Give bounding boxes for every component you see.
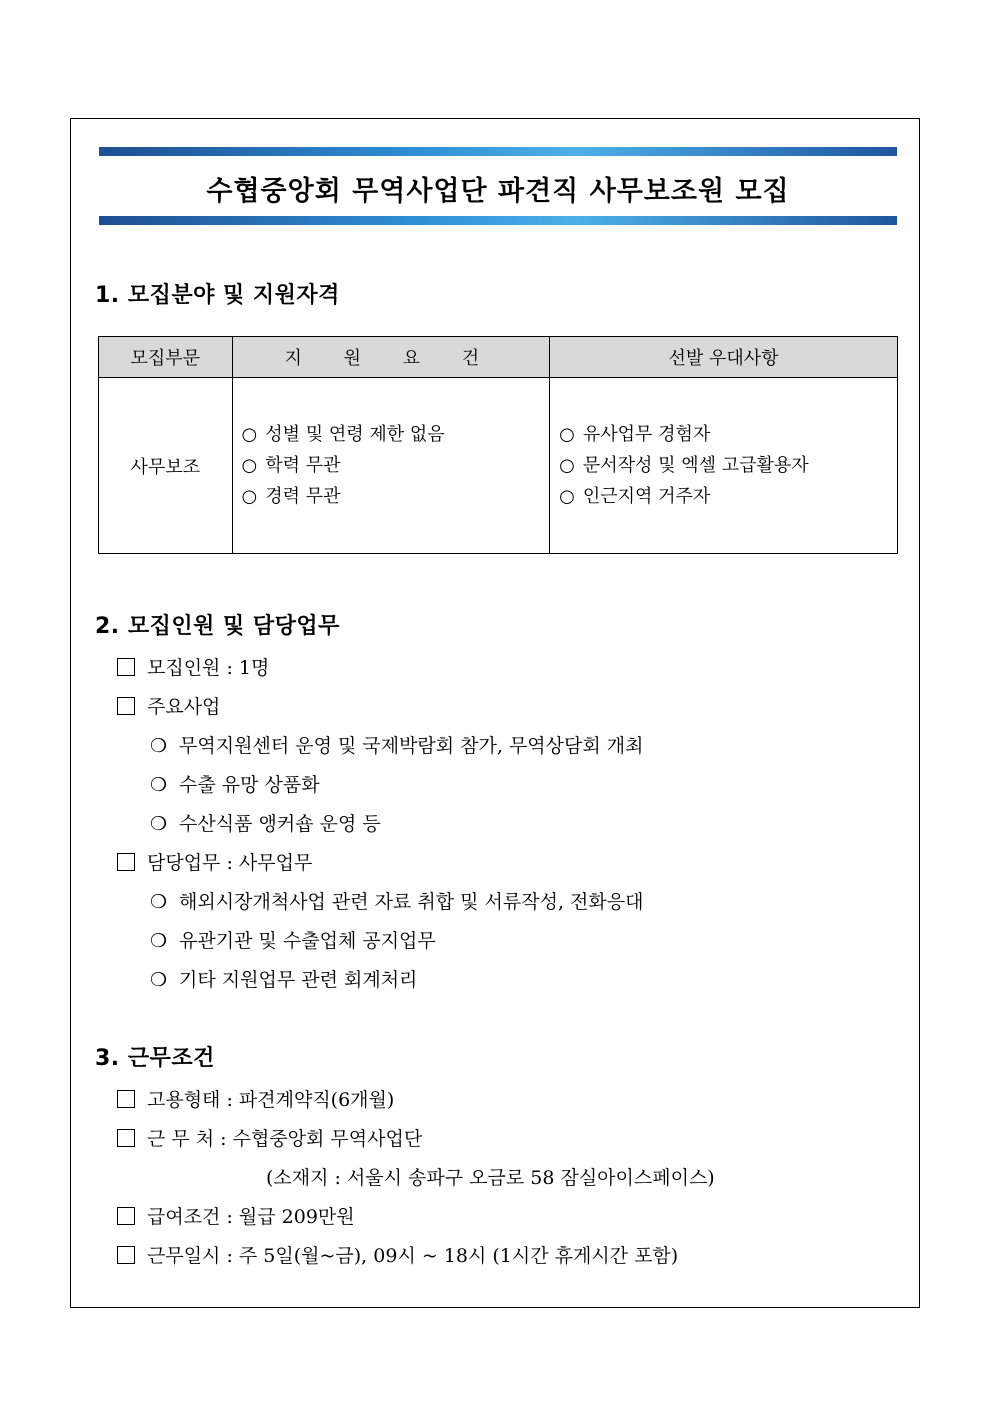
list-item: ❍ 기타 지원업무 관련 회계처리	[150, 969, 418, 991]
salary-line: 급여조건 : 월급 209만원	[117, 1202, 355, 1229]
cell-preferences	[550, 378, 898, 554]
list-item: ❍ 유관기관 및 수출업체 공지업무	[150, 930, 436, 952]
section2-heading: 2. 모집인원 및 담당업무	[95, 614, 340, 639]
checkbox-square-icon	[117, 697, 135, 715]
recruit-count-line: 모집인원 : 1명	[117, 653, 269, 680]
circle-bullet-icon: ○	[559, 455, 575, 476]
list-item: ❍ 해외시장개척사업 관련 자료 취합 및 서류작성, 전화응대	[150, 891, 644, 913]
list-item: ○ 경력 무관	[241, 486, 341, 507]
checkbox-square-icon	[117, 1246, 135, 1264]
document-title: 수협중앙회 무역사업단 파견직 사무보조원 모집	[206, 176, 790, 207]
header-category: 모집부문	[99, 337, 233, 378]
title-band-bottom-line	[99, 216, 897, 225]
circle-bullet-icon: ❍	[150, 891, 168, 913]
list-item: ○ 성별 및 연령 제한 없음	[241, 424, 445, 445]
checkbox-square-icon	[117, 1129, 135, 1147]
title-band-top-line	[99, 147, 897, 156]
circle-bullet-icon: ❍	[150, 969, 168, 991]
list-item: ❍ 무역지원센터 운영 및 국제박람회 참가, 무역상담회 개최	[150, 735, 644, 757]
title-banner	[99, 147, 897, 225]
cell-category: 사무보조	[99, 378, 233, 554]
list-item: ○ 학력 무관	[241, 455, 341, 476]
address-line: (소재지 : 서울시 송파구 오금로 58 잠실아이스페이스)	[266, 1167, 715, 1189]
list-item: ○ 유사업무 경험자	[559, 424, 711, 445]
table-header-row	[99, 337, 898, 378]
circle-bullet-icon: ○	[241, 424, 258, 445]
cell-requirements	[232, 378, 550, 554]
checkbox-square-icon	[117, 1207, 135, 1225]
checkbox-square-icon	[117, 853, 135, 871]
circle-bullet-icon: ○	[559, 486, 575, 507]
main-business-line: 주요사업	[117, 692, 220, 719]
hours-line: 근무일시 : 주 5일(월~금), 09시 ~ 18시 (1시간 휴게시간 포함)	[117, 1241, 678, 1268]
checkbox-square-icon	[117, 658, 135, 676]
checkbox-square-icon	[117, 1090, 135, 1108]
section1-heading: 1. 모집분야 및 지원자격	[95, 283, 340, 308]
list-item: ○ 문서작성 및 엑셀 고급활용자	[559, 455, 809, 476]
circle-bullet-icon: ○	[241, 455, 258, 476]
list-item: ○ 인근지역 거주자	[559, 486, 711, 507]
circle-bullet-icon: ○	[241, 486, 258, 507]
table-row	[99, 378, 898, 554]
circle-bullet-icon: ❍	[150, 774, 168, 796]
section3-heading: 3. 근무조건	[95, 1046, 215, 1071]
circle-bullet-icon: ❍	[150, 930, 168, 952]
requirements-table	[98, 336, 898, 554]
circle-bullet-icon: ○	[559, 424, 575, 445]
list-item: ❍ 수출 유망 상품화	[150, 774, 320, 796]
header-requirements: 지 원 요 건	[232, 337, 550, 378]
duty-line: 담당업무 : 사무업무	[117, 848, 312, 875]
circle-bullet-icon: ❍	[150, 813, 168, 835]
list-item: ❍ 수산식품 앵커숍 운영 등	[150, 813, 381, 835]
circle-bullet-icon: ❍	[150, 735, 168, 757]
header-preferences: 선발 우대사항	[550, 337, 898, 378]
workplace-line: 근 무 처 : 수협중앙회 무역사업단	[117, 1124, 422, 1151]
employment-type-line: 고용형태 : 파견계약직(6개월)	[117, 1085, 394, 1112]
